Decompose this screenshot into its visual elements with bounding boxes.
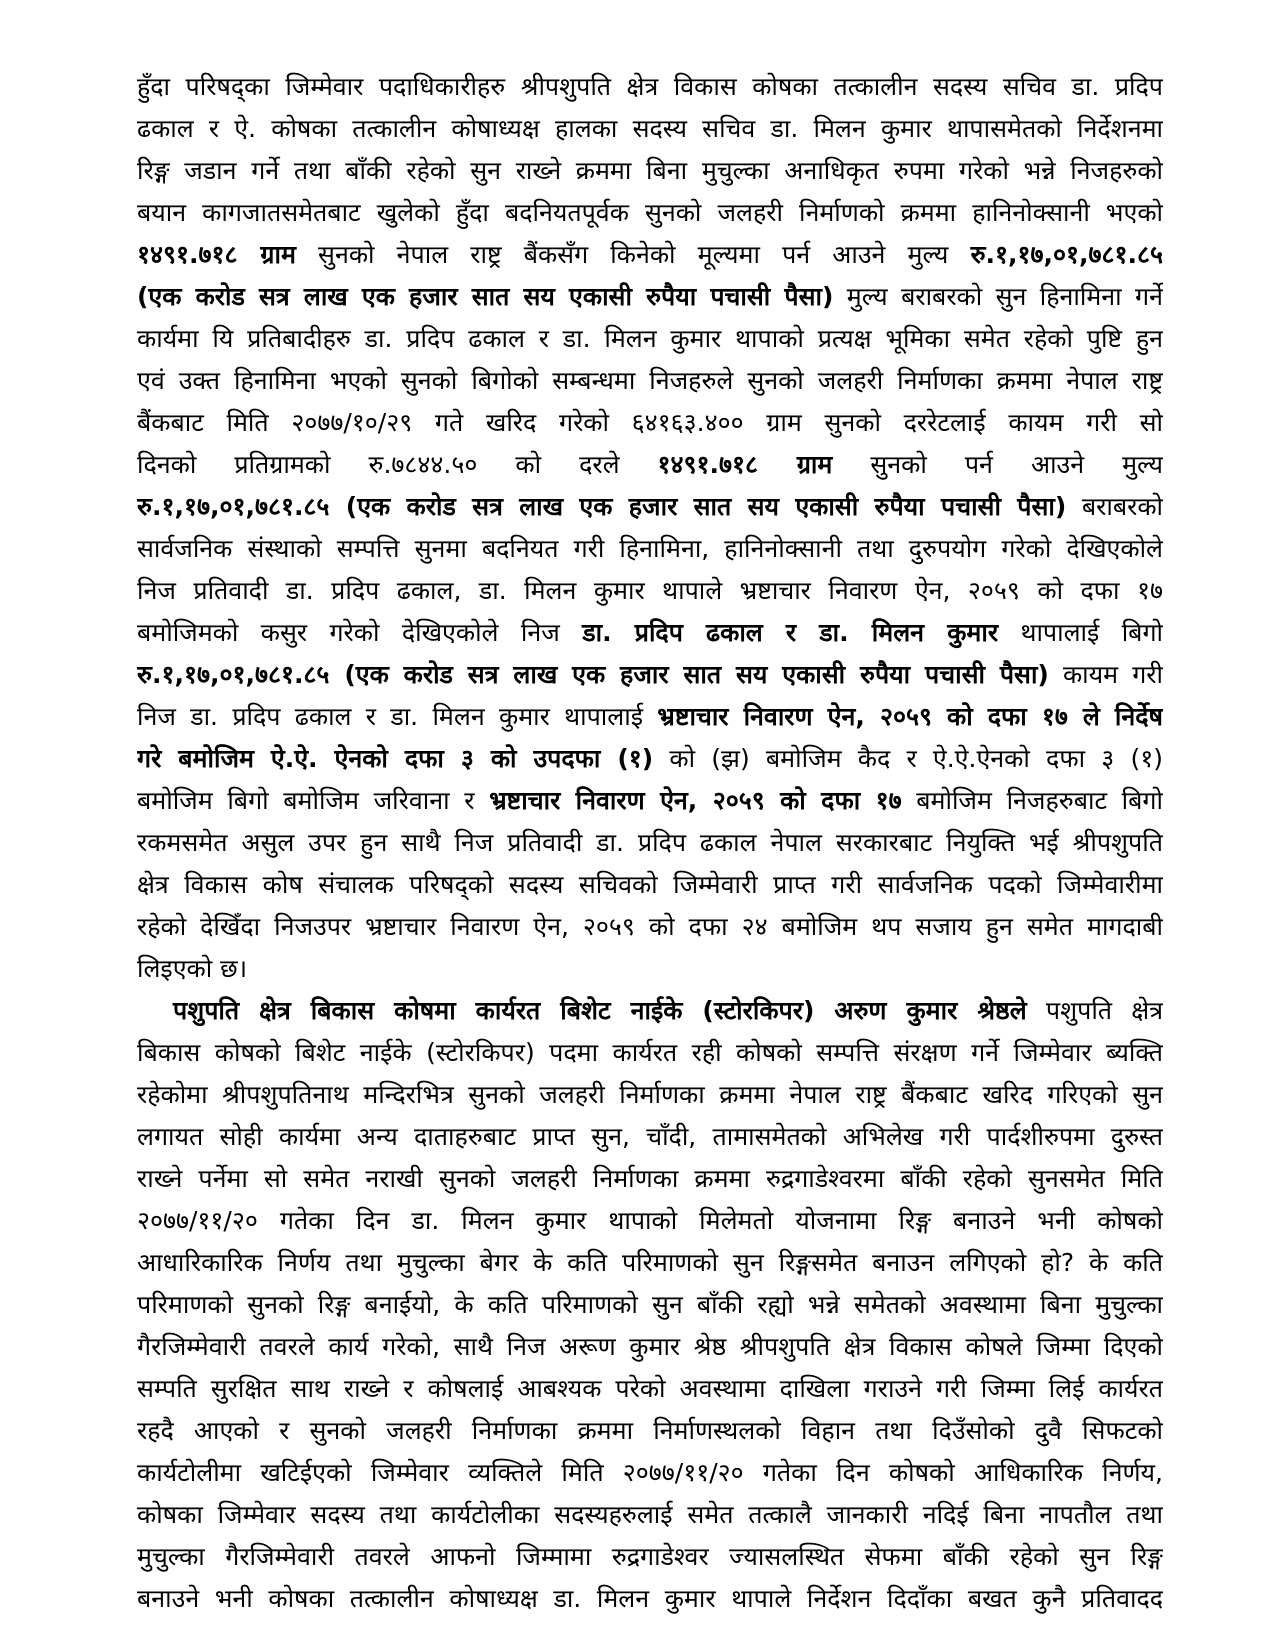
text-segment: बराबरको: [1066, 492, 1163, 521]
text-segment: सुनको पर्न आउने मुल्य: [832, 450, 1163, 479]
text-segment: हुँदा परिषद्का जिम्मेवार पदाधिकारीहरु श्रीपशुपति क्षेत्र विकास कोषका तत्कालीन सदस्य सचिव डा. प्रदिप: [137, 72, 1163, 101]
text-segment: बिकास कोषको बिशेट नाईके (स्टोरकिपर) पदमा कार्यरत रही कोषको सम्पत्ति संरक्षण गर्ने जिम्मेवार ब्यक्ति: [137, 1038, 1163, 1067]
text-segment: कार्यमा यि प्रतिबादीहरु डा. प्रदिप ढकाल र डा. मिलन कुमार थापाको प्रत्यक्ष भूमिका समेत रहेको पुष्टि हुन: [137, 324, 1163, 353]
text-line: [137, 1410, 1163, 1452]
text-line: [137, 402, 1163, 444]
text-line: [137, 66, 1163, 108]
text-line: [137, 906, 1163, 948]
text-segment: रहदै आएको र सुनको जलहरी निर्माणका क्रममा निर्माणस्थलको विहान तथा दिउँसोको दुवै सिफटको: [137, 1416, 1163, 1445]
text-segment: सुनको नेपाल राष्ट्र बैंकसँग किनेको मूल्यमा पर्न आउने मुल्य: [295, 240, 971, 269]
bold-text-segment: (एक करोड सत्र लाख एक हजार सात सय एकासी रुपैया पचासी पैसा): [137, 282, 834, 311]
text-line: [137, 192, 1163, 234]
text-segment: लिइएको छ।: [137, 954, 248, 983]
text-line: [137, 864, 1163, 906]
text-line: [137, 528, 1163, 570]
text-segment: रकमसमेत असुल उपर हुन साथै निज प्रतिवादी डा. प्रदिप ढकाल नेपाल सरकारबाट नियुक्ति भई श्रीपशुपति: [137, 828, 1163, 857]
text-line: [137, 1536, 1163, 1578]
text-segment: रहेकोमा श्रीपशुपतिनाथ मन्दिरभित्र सुनको जलहरी निर्माणका क्रममा नेपाल राष्ट्र बैंकबाट खरिद गरिएको सुन: [137, 1080, 1163, 1109]
text-line: [137, 612, 1163, 654]
text-line: [137, 1284, 1163, 1326]
text-segment: कार्यटोलीमा खटिईएको जिम्मेवार व्यक्तिले मिति २०७७/११/२० गतेका दिन कोषको आधिकारिक निर्णय,: [137, 1458, 1163, 1487]
text-line: [137, 1368, 1163, 1410]
text-line: [137, 1452, 1163, 1494]
text-line: [137, 1578, 1163, 1620]
text-segment: निज प्रतिवादी डा. प्रदिप ढकाल, डा. मिलन कुमार थापाले भ्रष्टाचार निवारण ऐन, २०५९ को दफा १७: [137, 576, 1163, 605]
text-segment: बमोजिम निजहरुबाट बिगो: [901, 786, 1163, 815]
text-line: [137, 444, 1163, 486]
bold-text-segment: रु.१,१७,०१,७८१.८५ (एक करोड सत्र लाख एक हजार सात सय एकासी रुपैया पचासी पैसा): [137, 492, 1067, 521]
text-line: [137, 948, 1163, 990]
text-segment: मुल्य बराबरको सुन हिनामिना गर्ने: [833, 282, 1163, 311]
bold-text-segment: १४९१.७१८ ग्राम: [137, 240, 296, 269]
text-segment: बमोजिमको कसुर गरेको देखिएकोले निज: [137, 618, 583, 647]
bold-text-segment: गरे बमोजिम ऐ.ऐ. ऐनको दफा ३ को उपदफा (१): [137, 744, 654, 773]
text-segment: सार्वजनिक संस्थाको सम्पत्ति सुनमा बदनियत गरी हिनामिना, हानिनोक्सानी तथा दुरुपयोग गरेको देखिएकोले: [137, 534, 1163, 563]
document-page: [137, 66, 1163, 1620]
bold-text-segment: भ्रष्टाचार निवारण ऐन, २०५९ को दफा १७ ले निर्देष: [657, 702, 1163, 731]
text-line: [137, 1074, 1163, 1116]
text-segment: २०७७/११/२० गतेका दिन डा. मिलन कुमार थापाको मिलेमतो योजनामा रिङ्ग बनाउने भनी कोषको: [137, 1206, 1163, 1235]
text-line: [137, 360, 1163, 402]
text-segment: मुचुल्का गैरजिम्मेवारी तवरले आफनो जिम्मामा रुद्रगाडेश्वर ज्यासलस्थित सेफमा बाँकी रहेको सुन रिङ्ग: [137, 1542, 1163, 1571]
text-segment: रहेको देखिँदा निजउपर भ्रष्टाचार निवारण ऐन, २०५९ को दफा २४ बमोजिम थप सजाय हुन समेत मागदाबी: [137, 912, 1163, 941]
text-line: [137, 570, 1163, 612]
text-line: [137, 108, 1163, 150]
bold-text-segment: भ्रष्टाचार निवारण ऐन, २०५९ को दफा १७: [489, 786, 902, 815]
text-segment: ढकाल र ऐ. कोषका तत्कालीन कोषाध्यक्ष हालका सदस्य सचिव डा. मिलन कुमार थापासमेतको निर्देशनमा: [137, 114, 1163, 143]
text-line: [137, 1494, 1163, 1536]
text-line: [137, 150, 1163, 192]
text-line: [137, 1158, 1163, 1200]
bold-text-segment: रु.१,१७,०१,७८१.८५ (एक करोड सत्र लाख एक हजार सात सय एकासी रुपैया पचासी पैसा): [137, 660, 1049, 689]
text-segment: बमोजिम बिगो बमोजिम जरिवाना र: [137, 786, 490, 815]
text-line: [137, 234, 1163, 276]
text-segment: पशुपति क्षेत्र: [1026, 996, 1163, 1025]
text-line: [137, 990, 1163, 1032]
text-line: [137, 1326, 1163, 1368]
bold-text-segment: डा. प्रदिप ढकाल र डा. मिलन कुमार: [582, 618, 999, 647]
text-line: [137, 822, 1163, 864]
text-segment: कायम गरी: [1048, 660, 1163, 689]
text-line: [137, 654, 1163, 696]
document-text: [137, 66, 1163, 1620]
text-line: [137, 1116, 1163, 1158]
text-line: [137, 276, 1163, 318]
text-line: [137, 318, 1163, 360]
text-segment: गैरजिम्मेवारी तवरले कार्य गरेको, साथै निज अरूण कुमार श्रेष्ठ श्रीपशुपति क्षेत्र विकास कोषले जिम्मा दिएको: [137, 1332, 1163, 1361]
text-segment: आधारिकारिक निर्णय तथा मुचुल्का बेगर के कति परिमाणको सुन रिङ्गसमेत बनाउन लगिएको हो? के कति: [137, 1248, 1163, 1277]
text-segment: लगायत सोही कार्यमा अन्य दाताहरुबाट प्राप्त सुन, चाँदी, तामासमेतको अभिलेख गरी पार्दशीरुपमा दुरुस्त: [137, 1122, 1163, 1151]
text-line: [137, 780, 1163, 822]
text-segment: बनाउने भनी कोषका तत्कालीन कोषाध्यक्ष डा. मिलन कुमार थापाले निर्देशन दिदाँका बखत कुनै प्रतिवादद: [137, 1584, 1163, 1613]
bold-text-segment: १४९१.७१८ ग्राम: [657, 450, 833, 479]
text-segment: एवं उक्त हिनामिना भएको सुनको बिगोको सम्बन्धमा निजहरुले सुनको जलहरी निर्माणका क्रममा नेपाल राष्ट्र: [137, 366, 1163, 395]
text-segment: बयान कागजातसमेतबाट खुलेको हुँदा बदनियतपूर्वक सुनको जलहरी निर्माणको क्रममा हानिनोक्सानी भएको: [137, 198, 1163, 227]
text-segment: क्षेत्र विकास कोष संचालक परिषद्को सदस्य सचिवको जिम्मेवारी प्राप्त गरी सार्वजनिक पदको जिम्मेवारीमा: [137, 870, 1163, 899]
bold-text-segment: रु.१,१७,०१,७८१.८५: [970, 240, 1163, 269]
text-segment: को (झ) बमोजिम कैद र ऐ.ऐ.ऐनको दफा ३ (१): [653, 744, 1163, 773]
text-line: [137, 486, 1163, 528]
text-line: [137, 1242, 1163, 1284]
text-segment: दिनको प्रतिग्रामको रु.७८४४.५० को दरले: [137, 450, 658, 479]
text-line: [137, 1200, 1163, 1242]
text-line: [137, 1032, 1163, 1074]
text-line: [137, 738, 1163, 780]
text-segment: निज डा. प्रदिप ढकाल र डा. मिलन कुमार थापालाई: [137, 702, 658, 731]
text-segment: थापालाई बिगो: [998, 618, 1163, 647]
text-segment: बैंकबाट मिति २०७७/१०/२९ गते खरिद गरेको ६४१६३.४०० ग्राम सुनको दररेटलाई कायम गरी सो: [137, 408, 1163, 437]
text-segment: सम्पति सुरक्षित साथ राख्ने र कोषलाई आबश्यक परेको अवस्थामा दाखिला गराउने गरी जिम्मा लिई कार्यरत: [137, 1374, 1163, 1403]
text-segment: परिमाणको सुनको रिङ्ग बनाईयो, के कति परिमाणको सुन बाँकी रह्यो भन्ने समेतको अवस्थामा बिना मुचुल्का: [137, 1290, 1163, 1319]
text-line: [137, 696, 1163, 738]
text-segment: राख्ने पर्नेमा सो समेत नराखी सुनको जलहरी निर्माणका क्रममा रुद्रगाडेश्वरमा बाँकी रहेको सुनसमेत मिति: [137, 1164, 1163, 1193]
text-segment: रिङ्ग जडान गर्ने तथा बाँकी रहेको सुन राख्ने क्रममा बिना मुचुल्का अनाधिकृत रुपमा गरेको भन्ने निजहरुको: [137, 156, 1163, 185]
bold-text-segment: पशुपति क्षेत्र बिकास कोषमा कार्यरत बिशेट नाईके (स्टोरकिपर) अरुण कुमार श्रेष्ठले: [173, 996, 1027, 1025]
text-segment: कोषका जिम्मेवार सदस्य तथा कार्यटोलीका सदस्यहरुलाई समेत तत्कालै जानकारी नदिई बिना नापतौल तथा: [137, 1500, 1163, 1529]
